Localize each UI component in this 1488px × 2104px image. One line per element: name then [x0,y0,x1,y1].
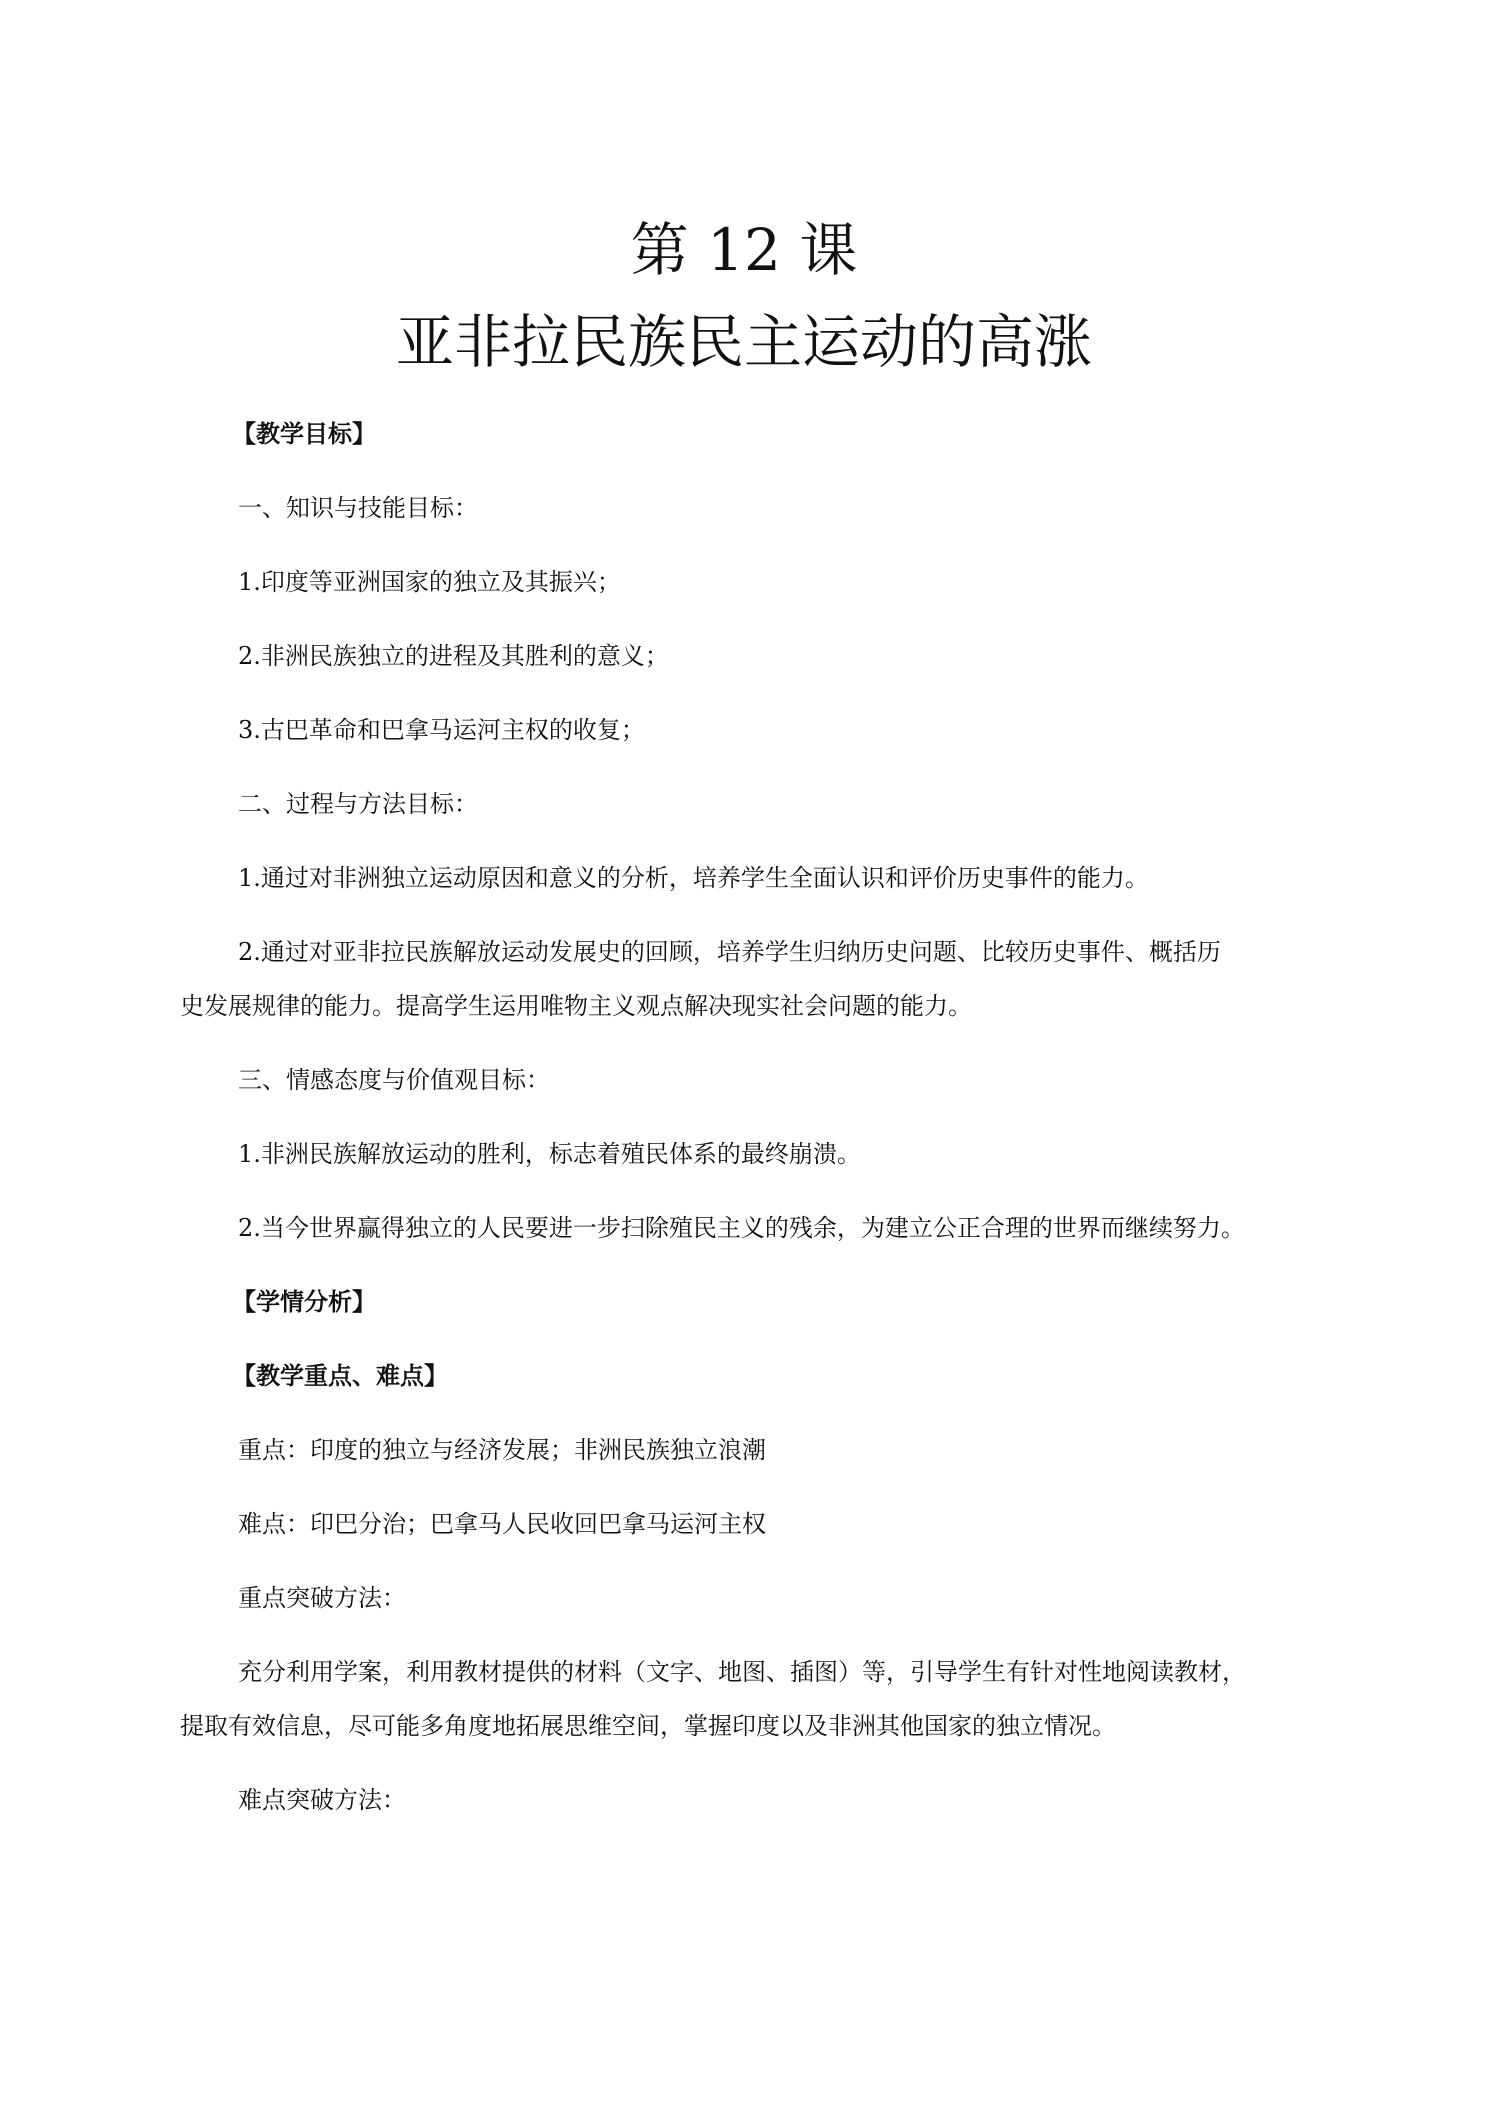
lesson-number-title: 第 12 课 [630,216,858,284]
key-point-method-text-continued: 提取有效信息，尽可能多角度地拓展思维空间，掌握印度以及非洲其他国家的独立情况。 [180,1712,1116,1740]
key-difficult-points-heading: 【教学重点、难点】 [232,1361,448,1390]
process-goal-item: 2.通过对亚非拉民族解放运动发展史的回顾，培养学生归纳历史问题、比较历史事件、概括历 [238,938,1221,966]
knowledge-goal-item: 3.古巴革命和巴拿马运河主权的收复； [238,716,645,744]
key-point-text: 重点：印度的独立与经济发展；非洲民族独立浪潮 [238,1436,766,1464]
learning-analysis-heading: 【学情分析】 [232,1287,376,1316]
key-point-method-text: 充分利用学案，利用教材提供的材料（文字、地图、插图）等，引导学生有针对性地阅读教材， [238,1658,1246,1686]
lesson-title: 亚非拉民族民主运动的高涨 [395,308,1092,376]
knowledge-goal-item: 1.印度等亚洲国家的独立及其振兴； [238,568,621,596]
emotion-goal-item: 2.当今世界赢得独立的人民要进一步扫除殖民主义的残余，为建立公正合理的世界而继续努力。 [238,1214,1245,1242]
process-goals-heading: 二、过程与方法目标： [238,790,478,818]
difficult-point-text: 难点：印巴分治；巴拿马人民收回巴拿马运河主权 [238,1510,766,1538]
teaching-goals-heading: 【教学目标】 [232,419,376,448]
knowledge-goals-heading: 一、知识与技能目标： [238,494,478,522]
emotion-goals-heading: 三、情感态度与价值观目标： [238,1066,550,1094]
emotion-goal-item: 1.非洲民族解放运动的胜利，标志着殖民体系的最终崩溃。 [238,1140,861,1168]
process-goal-item: 1.通过对非洲独立运动原因和意义的分析，培养学生全面认识和评价历史事件的能力。 [238,864,1149,892]
process-goal-item-continued: 史发展规律的能力。提高学生运用唯物主义观点解决现实社会问题的能力。 [180,992,972,1020]
knowledge-goal-item: 2.非洲民族独立的进程及其胜利的意义； [238,642,669,670]
difficult-point-method-heading: 难点突破方法： [238,1786,406,1814]
key-point-method-heading: 重点突破方法： [238,1584,406,1612]
